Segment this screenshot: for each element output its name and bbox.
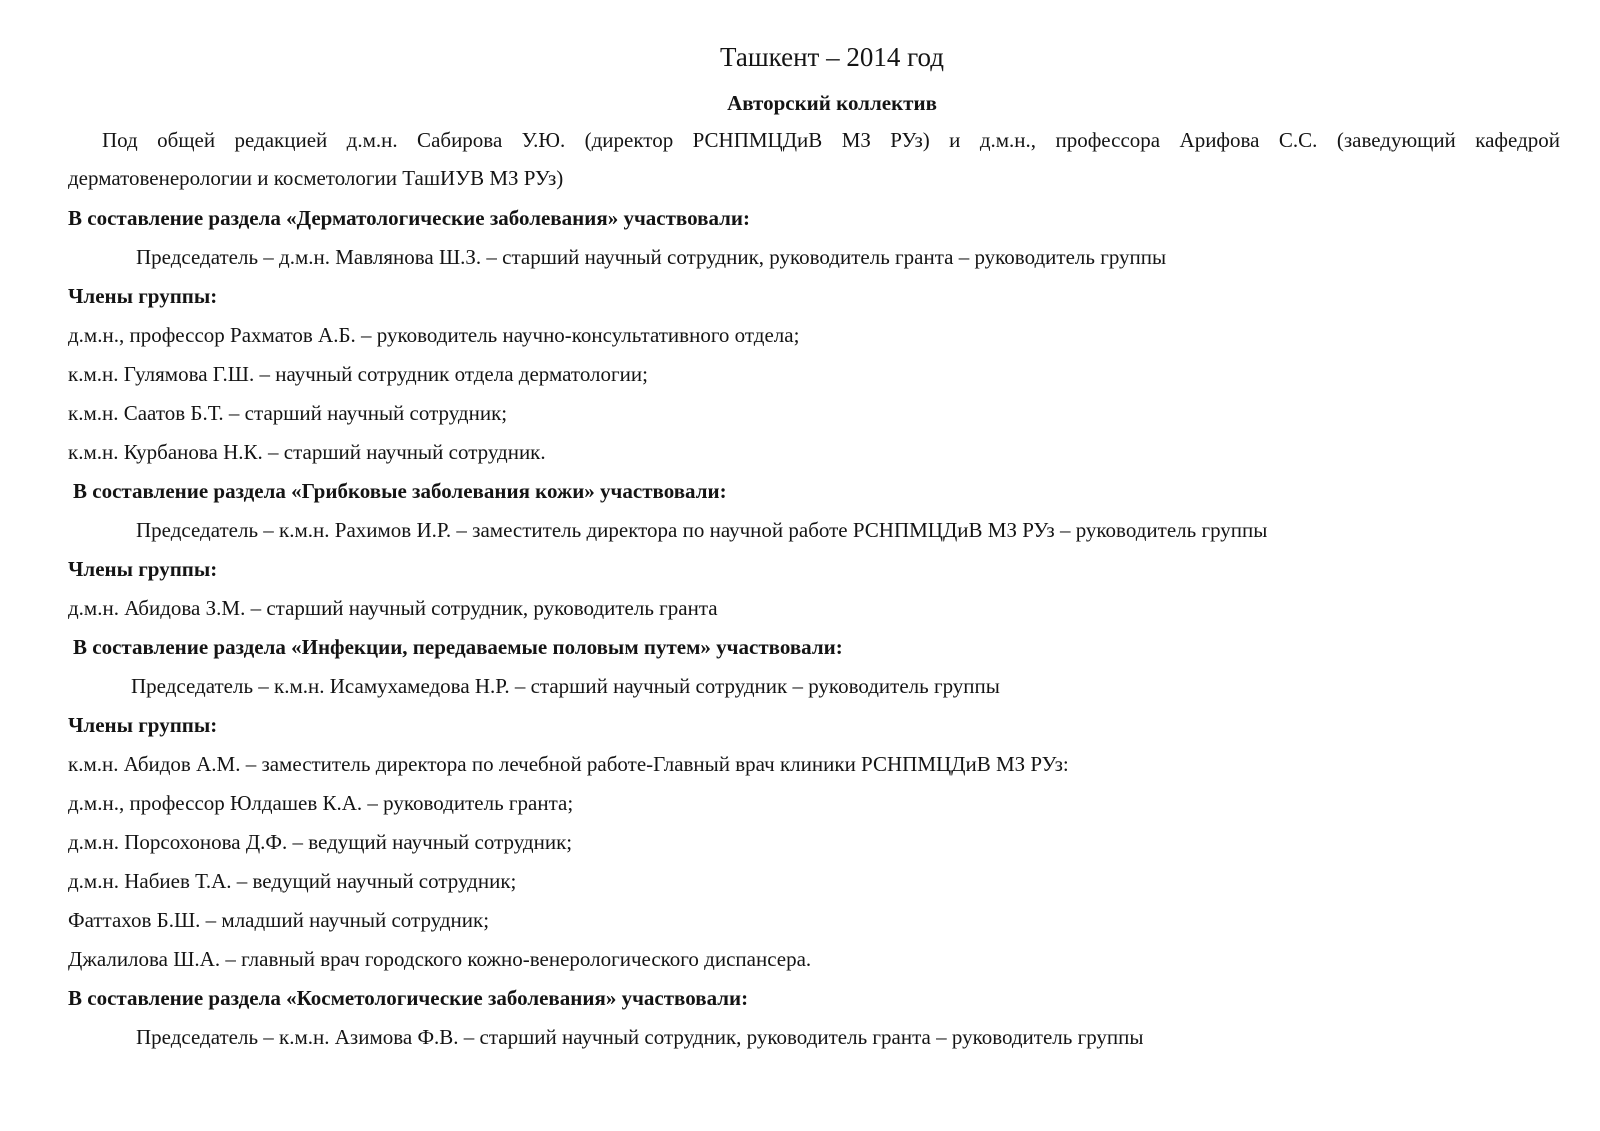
section-2-header: В составление раздела «Грибковые заболевания кожи» участвовали:: [73, 479, 727, 503]
section-1-members-label: Члены группы:: [68, 284, 218, 308]
section-4-chair: Председатель – к.м.н. Азимова Ф.В. – старший научный сотрудник, руководитель гранта – руководитель группы: [136, 1025, 1144, 1049]
section-3-member: Фаттахов Б.Ш. – младший научный сотрудник;: [68, 908, 490, 932]
section-3-member: Джалилова Ш.А. – главный врач городского кожно-венерологического диспансера.: [68, 947, 812, 971]
intro-line-1: Под общей редакцией д.м.н. Сабирова У.Ю. (директор РСНПМЦДиВ МЗ РУз) и д.м.н., профессора Арифова С.С. (заведующий кафедрой: [102, 128, 1560, 152]
intro-paragraph: [68, 126, 1560, 192]
section-2-member: д.м.н. Абидова З.М. – старший научный сотрудник, руководитель гранта: [68, 596, 718, 620]
section-1-member: д.м.н., профессор Рахматов А.Б. – руководитель научно-консультативного отдела;: [68, 323, 800, 347]
section-1-member: к.м.н. Курбанова Н.К. – старший научный сотрудник.: [68, 440, 546, 464]
section-1-member: к.м.н. Саатов Б.Т. – старший научный сотрудник;: [68, 401, 508, 425]
section-3-member: д.м.н., профессор Юлдашев К.А. – руководитель гранта;: [68, 791, 574, 815]
intro-line-2: дерматовенерологии и косметологии ТашИУВ МЗ РУз): [68, 166, 564, 190]
section-3-member: д.м.н. Набиев Т.А. – ведущий научный сотрудник;: [68, 869, 517, 893]
section-1-chair: Председатель – д.м.н. Мавлянова Ш.З. – старший научный сотрудник, руководитель гранта – руководитель группы: [136, 245, 1167, 269]
section-3-chair: Председатель – к.м.н. Исамухамедова Н.Р. – старший научный сотрудник – руководитель группы: [131, 674, 1000, 698]
section-3-header: В составление раздела «Инфекции, передаваемые половым путем» участвовали:: [73, 635, 843, 659]
document-title: Ташкент – 2014 год: [720, 42, 944, 72]
section-2-chair: Председатель – к.м.н. Рахимов И.Р. – заместитель директора по научной работе РСНПМЦДиВ МЗ РУз – руководитель группы: [136, 518, 1268, 542]
section-3-member: д.м.н. Порсохонова Д.Ф. – ведущий научный сотрудник;: [68, 830, 573, 854]
section-1-header: В составление раздела «Дерматологические заболевания» участвовали:: [68, 206, 751, 230]
section-2-members-label: Члены группы:: [68, 557, 218, 581]
section-3-member: к.м.н. Абидов А.М. – заместитель директора по лечебной работе-Главный врач клиники РСНПМЦДиВ МЗ РУз:: [68, 752, 1069, 776]
section-1-member: к.м.н. Гулямова Г.Ш. – научный сотрудник отдела дерматологии;: [68, 362, 648, 386]
authors-heading: Авторский коллектив: [727, 91, 937, 115]
section-3-members-label: Члены группы:: [68, 713, 218, 737]
section-4-header: В составление раздела «Косметологические заболевания» участвовали:: [68, 986, 749, 1010]
